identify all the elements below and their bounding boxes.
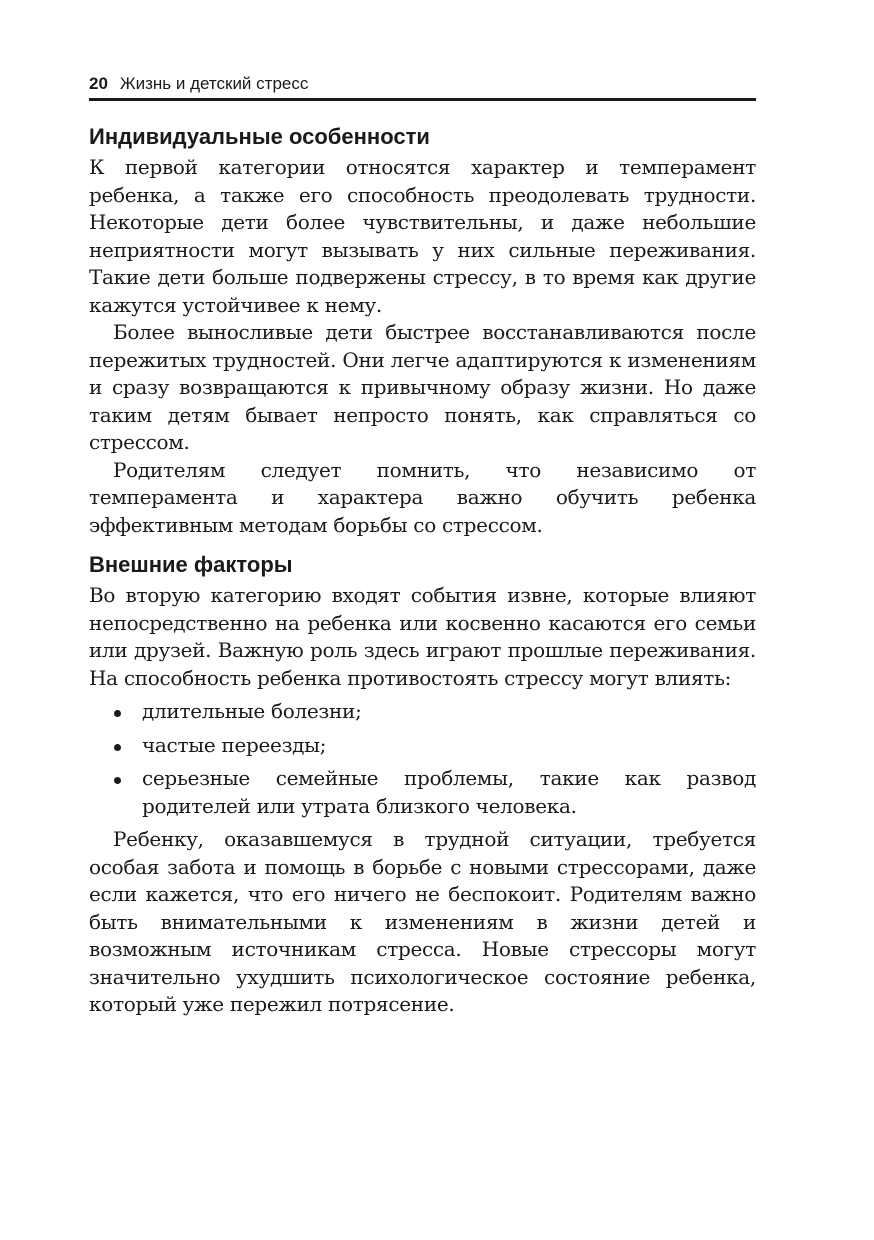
paragraph: Родителям следует помнить, что независимо от темперамента и характера важно обучить ребенка эффективным методам борьбы со стрессом. bbox=[89, 457, 756, 537]
running-header bbox=[89, 70, 756, 101]
section-heading-external: Внешние факторы bbox=[89, 552, 293, 577]
page-number: 20 bbox=[89, 74, 108, 93]
paragraph: Во вторую категорию входят события извне, которые влияют непосредственно на ребенка или косвенно касаются его семьи или друзей. Важную роль здесь играют прошлые переживания. На способность ребенка противостоять стрессу могут влиять: bbox=[89, 583, 756, 690]
paragraph: Ребенку, оказавшемуся в трудной ситуации, требуется особая забота и помощь в борьбе с новыми стрессорами, даже если кажется, что его ничего не беспокоит. Родителям важно быть внимательными к изменениям в жизни детей и возможным источникам стресса. Новые стрессоры могут значительно ухудшить психологическое состояние ребенка, который уже пережил потрясение. bbox=[89, 827, 756, 1016]
book-page bbox=[89, 70, 756, 1019]
running-title: Жизнь и детский стресс bbox=[119, 74, 309, 93]
bullet-icon bbox=[114, 777, 121, 784]
list-item-text: серьезные семейные проблемы, такие как развод родителей или утрата близкого человека. bbox=[142, 766, 756, 818]
paragraph: К первой категории относятся характер и темперамент ребенка, а также его способность преодолевать трудности. Некоторые дети более чувствительны, и даже небольшие неприятности могут вызывать у них сильные переживания. Такие дети больше подвержены стрессу, в то время как другие кажутся устойчивее к нему. bbox=[89, 155, 756, 317]
section-heading-individual: Индивидуальные особенности bbox=[89, 124, 430, 149]
bullet-icon bbox=[114, 744, 121, 751]
list-item-text: частые переезды; bbox=[142, 732, 327, 757]
paragraph: Более выносливые дети быстрее восстанавливаются после пережитых трудностей. Они легче адаптируются к изменениям и сразу возвращаются к привычному образу жизни. Но даже таким детям бывает непросто понять, как справляться со стрессом. bbox=[89, 320, 756, 454]
bullet-list bbox=[89, 698, 756, 820]
list-item-text: длительные болезни; bbox=[142, 699, 362, 723]
bullet-icon bbox=[114, 710, 121, 717]
list-item bbox=[89, 765, 756, 820]
list-item bbox=[89, 698, 756, 726]
list-item bbox=[89, 732, 756, 760]
